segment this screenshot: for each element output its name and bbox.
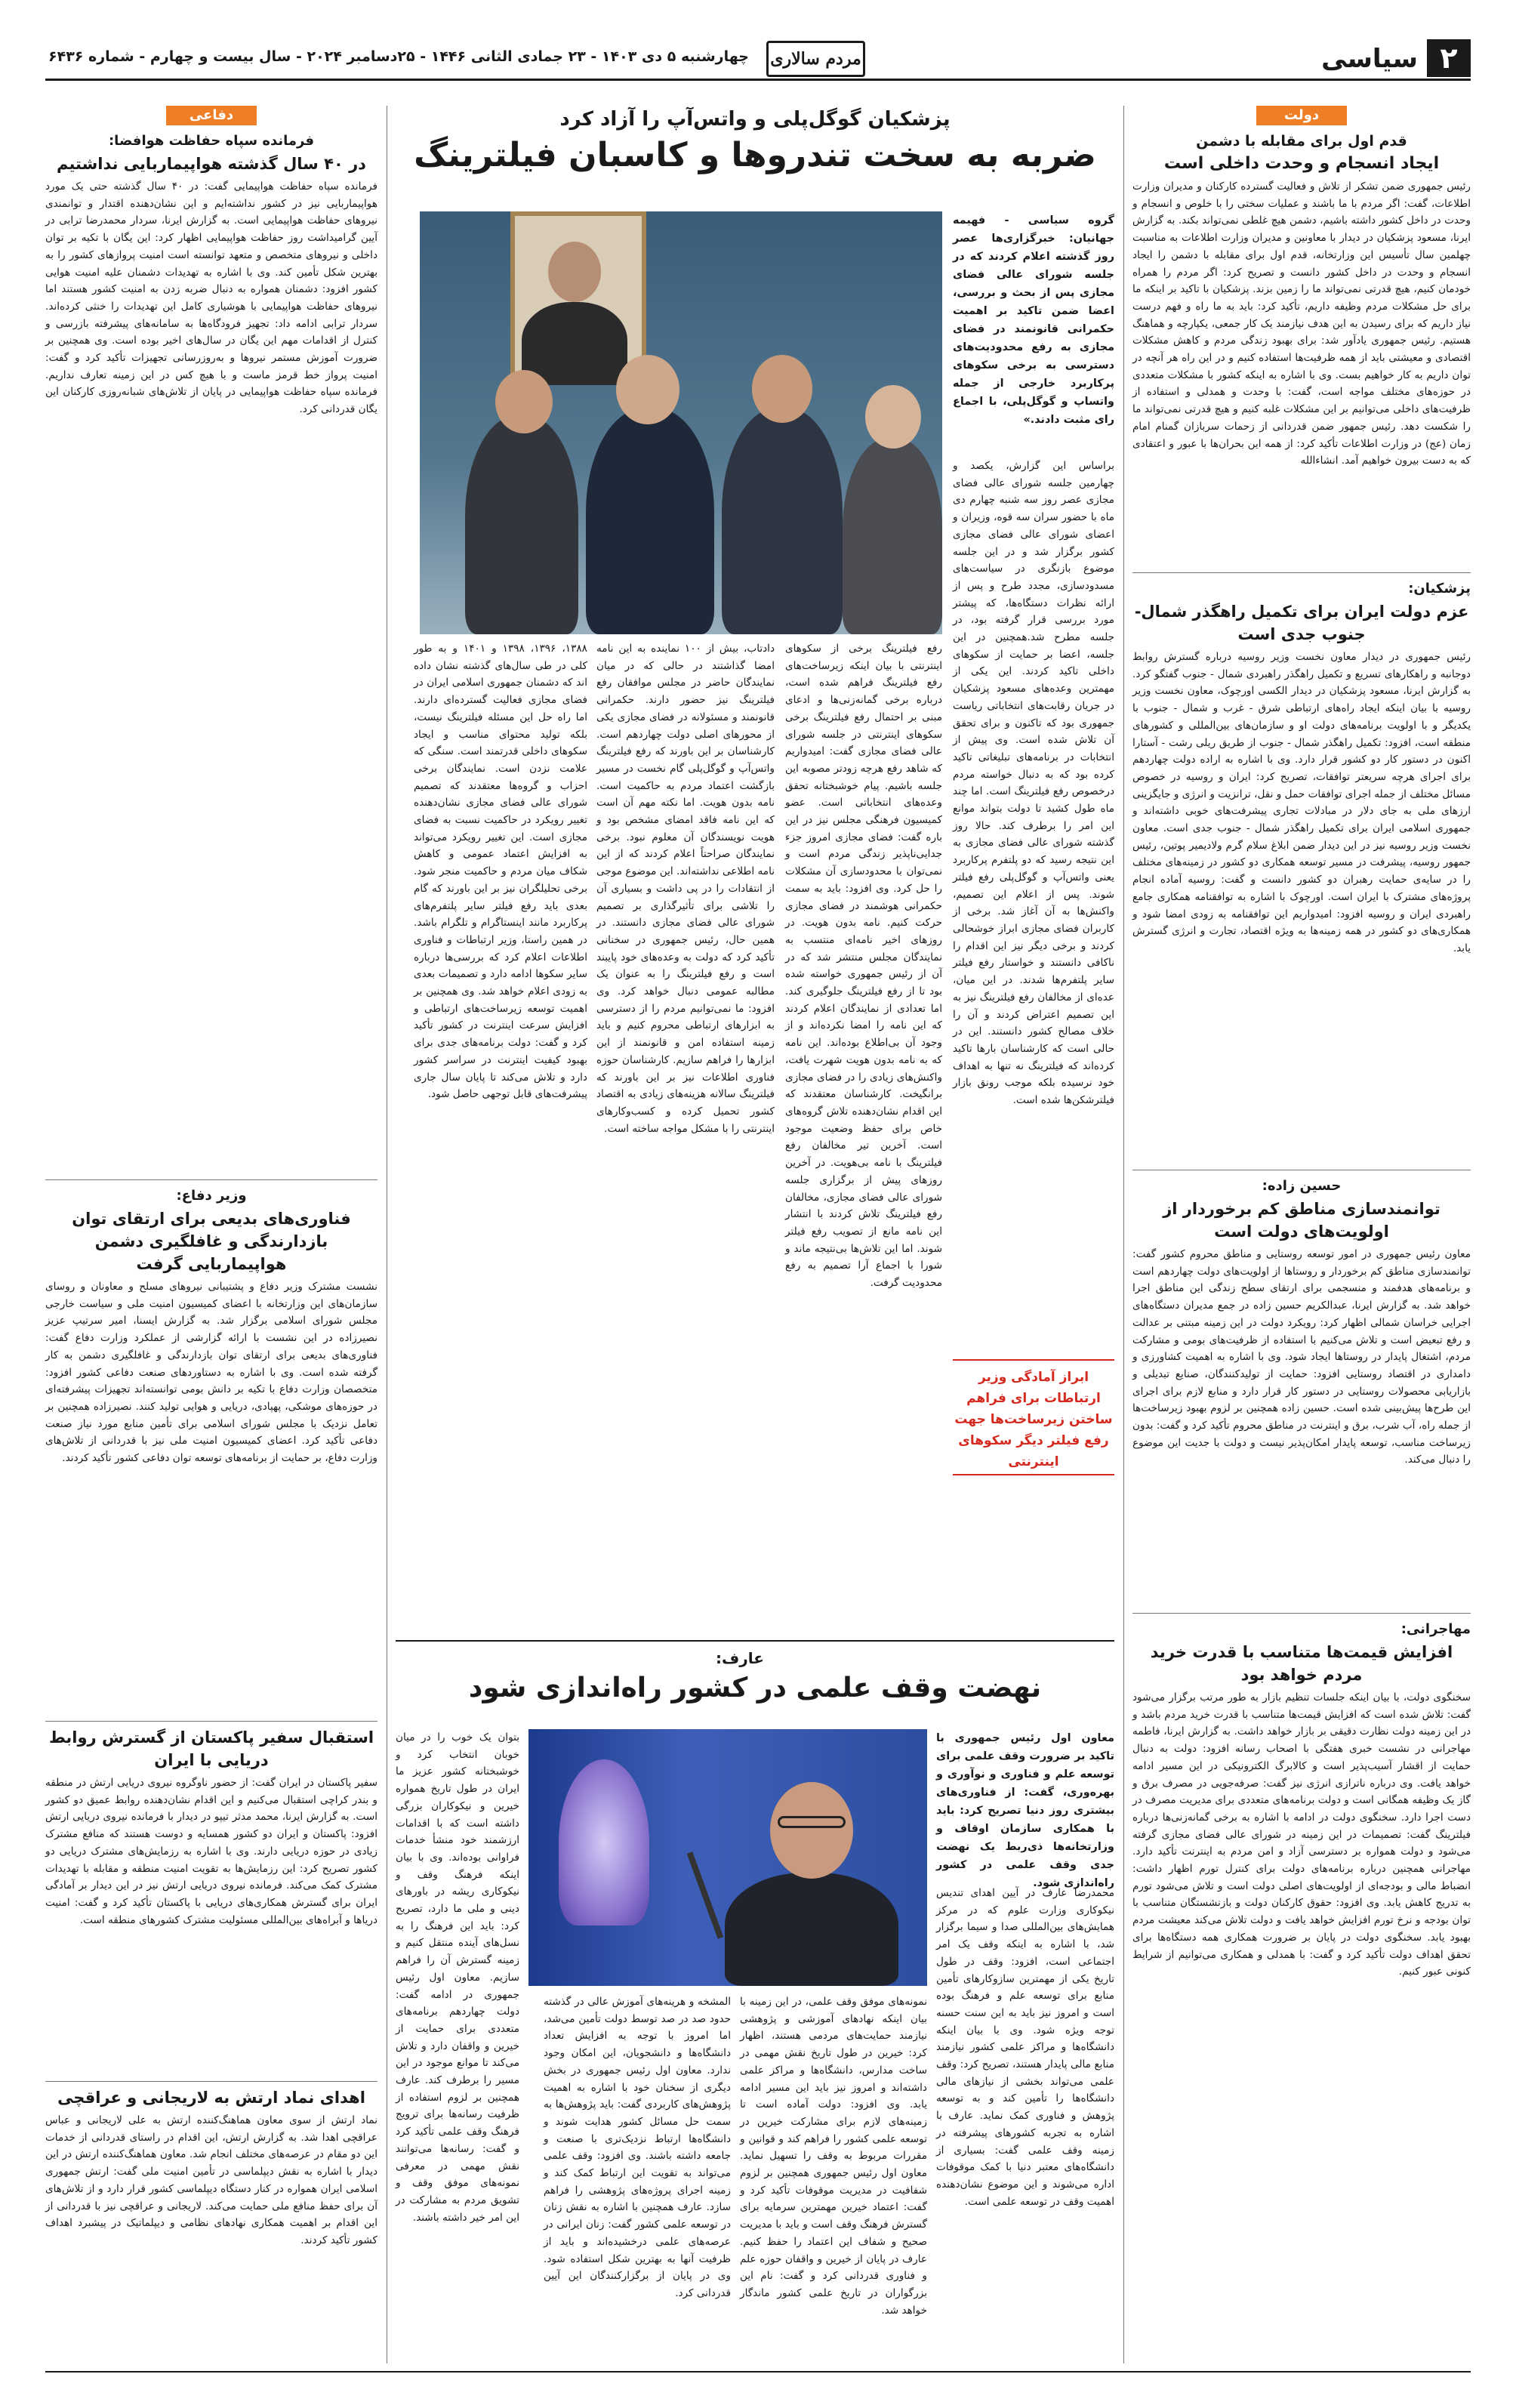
person-figure xyxy=(465,415,578,634)
divider xyxy=(45,2081,377,2082)
article-kicker: حسین زاده: xyxy=(1262,1178,1342,1194)
left-column xyxy=(45,106,377,2363)
science-story-photo xyxy=(528,1729,927,1986)
article-title: اهدای نماد ارتش به لاریجانی و عراقچی xyxy=(57,2089,365,2107)
article-body: نماد ارتش از سوی معاون هماهنگ‌کننده ارتش به علی لاریجانی و عباس عراقچی اهدا شد. به گزارش ارتش، این اقدام در راستای قدردانی از خدمات این دو مقام در عرصه‌های مختلف انجام شد. معاون هماهنگ‌کننده ارتش در این دیدار با اشاره به نقش دیپلماسی در تأمین امنیت ملی گفت: ارتش جمهوری اسلامی ایران همواره در کنار دستگاه دیپلماسی کشور قرار دارد و از تلاش‌های آن برای حفظ منافع ملی حمایت می‌کند. لاریجانی و عراقچی نیز با قدردانی از این اقدام بر اهمیت همکاری نهادهای نظامی و دیپلماتیک در پیشبرد اهداف کشور تأکید کردند. xyxy=(45,2114,377,2246)
article-body: نشست مشترک وزیر دفاع و پشتیبانی نیروهای مسلح و معاونان و روسای سازمان‌های این وزارتخانه با اعضای کمیسیون امنیت ملی و سیاست خارجی مجلس شورای اسلامی برگزار شد. به گزارش ایسنا، امیر سرتیپ عزیز نصیرزاده در این نشست با ارائه گزارشی از عملکرد وزارت دفاع گفت: فناوری‌های بدیعی برای ارتقای توان بازدارندگی و غافلگیری دشمن به کار گرفته شده است. وی با اشاره به دستاوردهای صنعت دفاعی کشور افزود: متخصصان وزارت دفاع با تکیه بر دانش بومی توانسته‌اند تجهیزات پیشرفته‌ای در حوزه‌های موشکی، پهپادی، دریایی و هوایی تولید کنند. نصیرزاده همچنین بر تعامل نزدیک با مجلس شورای اسلامی برای تأمین منابع مورد نیاز صنعت دفاعی تأکید کرد. اعضای کمیسیون امنیت ملی نیز با قدردانی از تلاش‌های وزارت دفاع، بر حمایت از برنامه‌های توسعه توان دفاعی کشور تأکید کردند. xyxy=(45,1281,377,1465)
article-body: فرمانده سپاه حفاظت هواپیمایی گفت: در ۴۰ سال گذشته حتی یک مورد هواپیماربایی نیز در کشور نداشته‌ایم و این نشان‌دهنده اقتدار و توانمندی نیروهای حفاظت هواپیمایی است. به گزارش ایرنا، سردار محمدرضا ترابی در آیین گرامیداشت روز حفاظت هواپیمایی اظهار کرد: این یگان با تکیه بر توان داخلی و نیروهای متخصص و متعهد توانسته است امنیت پروازهای کشور را به بهترین شکل تأمین کند. وی با اشاره به تهدیدات دشمنان علیه امنیت هوایی کشور افزود: دشمنان همواره به دنبال ضربه زدن به امنیت کشور هستند اما نیروهای حفاظت هواپیمایی با هوشیاری کامل این تهدیدات را خنثی کرده‌اند. سردار ترابی ادامه داد: تجهیز فرودگاه‌ها به سامانه‌های پیشرفته بازرسی و کنترل از اقدامات مهم این یگان در سال‌های اخیر بوده است. وی همچنین بر ضرورت آموزش مستمر نیروها و به‌روزرسانی تجهیزات تأکید کرد و گفت: امنیت پرواز خط قرمز ماست و با هیچ کس در این زمینه تعارف نداریم. فرمانده سپاه حفاظت هواپیمایی در پایان از تلاش‌های شبانه‌روزی کارکنان این یگان قدردانی کرد. xyxy=(45,180,377,416)
microphone-icon xyxy=(687,1851,724,1938)
main-story-column: رفع فیلترینگ برخی از سکوهای اینترنتی با بیان اینکه زیرساخت‌های رفع فیلترینگ فراهم شده است، درباره برخی گمانه‌زنی‌ها و ادعای مبنی بر احتمال رفع فیلترینگ برخی سکوهای اینترنتی در جلسه شورای عالی فضای مجازی گفت: امیدواریم که شاهد رفع هرچه زودتر مصوبه این جلسه باشیم. پیام خوشبختانه تحقق وعده‌های انتخاباتی است. عضو کمیسیون فرهنگی مجلس نیز در این باره گفت: فضای مجازی امروز جزء جدایی‌ناپذیر زندگی مردم است و نمی‌توان با محدودسازی آن مشکلات را حل کرد. وی افزود: باید به سمت حکمرانی هوشمند در فضای مجازی حرکت کنیم. نامه بدون هویت. در روزهای اخیر نامه‌ای منتسب به نمایندگان مجلس منتشر شد که در آن از رئیس جمهوری خواسته شده بود تا از رفع فیلترینگ جلوگیری کند. اما تعدادی از نمایندگان اعلام کردند که این نامه را امضا نکرده‌اند و از وجود آن بی‌اطلاع بوده‌اند. این نامه که به نامه بدون هویت شهرت یافت، واکنش‌های زیادی را در فضای مجازی برانگیخت. کارشناسان معتقدند که این اقدام نشان‌دهنده تلاش گروه‌های خاص برای حفظ وضعیت موجود است. آخرین تیر مخالفان رفع فیلترینگ با نامه بی‌هویت. در آخرین روزهای پیش از برگزاری جلسه شورای عالی فضای مجازی، مخالفان رفع فیلترینگ تلاش کردند با انتشار این نامه مانع از تصویب رفع فیلتر شوند. اما این تلاش‌ها بی‌نتیجه ماند و شورا با اجماع آرا تصمیم به رفع محدودیت گرفت. xyxy=(785,643,942,1290)
person-figure xyxy=(843,438,942,634)
article-body: رئیس جمهوری ضمن تشکر از تلاش و فعالیت گسترده کارکنان و مدیران وزارت اطلاعات، گفت: اگر مردم با ما باشند و عملیات سختی را با خلوص و انسجام و وحدت در داخل کشور داشته باشیم، دشمن هیچ غلطی نمی‌تواند بکند. به گزارش ایرنا، مسعود پزشکیان در دیدار با معاونین و مدیران وزارت اطلاعات به مناسبت چهلمین سال تأسیس این وزارتخانه، قدم اول برای مقابله با دشمن را ایجاد انسجام و وحدت در داخل کشور دانست و تصریح کرد: اگر مردم را همراه خودمان کنیم، هیچ قدرتی نمی‌تواند ما را زمین بزند. پزشکیان با تاکید بر اینکه ما برای حل مشکلات مردم وظیفه داریم، تأکید کرد: باید به ما راه و فهم درست نیاز داریم که برای رسیدن به این هدف نیازمند یک کار جمعی، یکپارچه و هماهنگ هستیم. رئیس جمهوری یادآور شد: برای بهبود زندگی مردم و کاهش مشکلات اقتصادی و معیشتی باید از همه ظرفیت‌ها استفاده کنیم و در این راه هر آنچه در توان داریم به کار خواهیم بست. وی با اشاره به اینکه کشور با مشکلات متعددی در حوزه‌های مختلف مواجه است، گفت: با وحدت و همدلی و استفاده از ظرفیت‌های داخلی می‌توانیم بر این مشکلات غلبه کنیم و هیچ قدرتی نمی‌تواند ما را شکست دهد. رئیس جمهور ضمن قدردانی از زحمات سربازان گمنام امام زمان (عج) در وزارت اطلاعات تأکید کرد: از همه این بحران‌ها با عبور و اعتقادی که به دست بیرون خواهیم آمد. انشاءالله xyxy=(1132,180,1471,467)
main-story-column: دادتاب، بیش از ۱۰۰ نماینده به این نامه امضا گذاشتند در حالی که در میان نمایندگان حاضر در مجلس موافقان رفع فیلترینگ نیز حضور دارند. حکمرانی قانونمند و مسئولانه در فضای مجازی یکی از محورهای اصلی دولت چهاردهم است. کارشناسان بر این باورند که رفع فیلترینگ واتس‌آپ و گوگل‌پلی گام نخست در مسیر بازگشت اعتماد مردم به حاکمیت است. نامه بدون هویت. اما نکته مهم آن است که این نامه فاقد امضای مشخص بود و هویت نویسندگان آن معلوم نبود. برخی نمایندگان صراحتاً اعلام کردند که از این نامه اطلاعی نداشته‌اند. این موضوع موجی از انتقادات را در پی داشت و بسیاری آن را تلاشی برای تأثیرگذاری بر تصمیم شورای عالی فضای مجازی دانستند. در همین حال، رئیس جمهوری در سخنانی تأکید کرد که دولت به وعده‌های خود پایبند است و رفع فیلترینگ را به عنوان یک مطالبه عمومی دنبال خواهد کرد. وی افزود: ما نمی‌توانیم مردم را از دسترسی به ابزارهای ارتباطی محروم کنیم و باید زمینه استفاده امن و قانونمند از این ابزارها را فراهم سازیم. کارشناسان حوزه فناوری اطلاعات نیز بر این باورند که فیلترینگ سالانه هزینه‌های زیادی به اقتصاد کشور تحمیل کرده و کسب‌وکارهای اینترنتی را با مشکل مواجه ساخته است. xyxy=(596,643,775,1135)
right-column xyxy=(1132,106,1471,2363)
main-story-column: ۱۳۸۸، ۱۳۹۶، ۱۳۹۸ و ۱۴۰۱ و به طور کلی در طی سال‌های گذشته نشان داده اند که دشمنان جمهوری اسلامی ایران در فضای مجازی فعالیت گسترده‌ای دارند. اما راه حل این مسئله فیلترینگ نیست، بلکه تولید محتوای مناسب و ایجاد سکوهای داخلی قدرتمند است. سنگی که علامت نزدن است. نمایندگان برخی احزاب و گروه‌ها معتقدند که تصمیم شورای عالی فضای مجازی نشان‌دهنده تغییر رویکرد در حاکمیت نسبت به فضای مجازی است. این تغییر رویکرد می‌تواند به افزایش اعتماد عمومی و کاهش شکاف میان مردم و حاکمیت منجر شود. برخی تحلیلگران نیز بر این باورند که گام بعدی باید رفع فیلتر سایر پلتفرم‌های پرکاربرد مانند اینستاگرام و تلگرام باشد. در همین راستا، وزیر ارتباطات و فناوری اطلاعات اعلام کرد که بررسی‌ها درباره سایر سکوها ادامه دارد و تصمیمات بعدی به زودی اعلام خواهد شد. وی همچنین بر اهمیت توسعه زیرساخت‌های ارتباطی و افزایش سرعت اینترنت در کشور تأکید کرد و گفت: دولت برنامه‌های جدی برای بهبود کیفیت اینترنت در سراسر کشور دارد و تلاش می‌کند تا پایان سال جاری پیشرفت‌های قابل توجهی حاصل شود. xyxy=(414,643,587,1101)
article-body: سفیر پاکستان در ایران گفت: از حضور ناوگروه نیروی دریایی ارتش در منطقه و بندر کراچی استقبال می‌کنیم و این اقدام نشان‌دهنده روابط عمیق دو کشور است. به گزارش ایرنا، محمد مدثر تیپو در دیدار با فرمانده نیروی دریایی ارتش افزود: پاکستان و ایران دو کشور همسایه و دوست هستند که منافع مشترک زیادی در حوزه دریایی دارند. وی با اشاره به رزمایش‌های مشترک دریایی دو کشور تصریح کرد: این رزمایش‌ها به تقویت امنیت منطقه و مقابله با تهدیدات مشترک کمک می‌کند. فرمانده نیروی دریایی ارتش نیز در این دیدار بر آمادگی ایران برای گسترش همکاری‌های دریایی با پاکستان تأکید کرد و گفت: امنیت دریاها و آبراه‌های بین‌المللی مسئولیت مشترک کشورهای منطقه است. xyxy=(45,1777,377,1926)
article-body: معاون رئیس جمهوری در امور توسعه روستایی و مناطق محروم کشور گفت: توانمندسازی مناطق کم برخوردار و روستاها از اولویت‌های دولت چهاردهم است و برنامه‌های هدفمند و منسجمی برای ارتقای سطح زندگی این مناطق اجرا خواهد شد. به گزارش ایرنا، عبدالکریم حسین زاده در جمع مدیران دستگاه‌های اجرایی خراسان شمالی اظهار کرد: رویکرد دولت در این زمینه مبتنی بر عدالت و رفع تبعیض است و تلاش می‌کنیم با استفاده از ظرفیت‌های بومی و مشارکت مردم، اشتغال پایدار در روستاها ایجاد شود. وی با اشاره به اهمیت کشاورزی و دامداری در اقتصاد روستایی افزود: حمایت از تولیدکنندگان، صنایع تبدیلی و بازاریابی محصولات روستایی در دستور کار قرار دارد و منابع لازم برای اجرای این طرح‌ها پیش‌بینی شده است. حسین زاده همچنین بر لزوم بهبود زیرساخت‌ها از جمله راه، آب شرب، برق و اینترنت در مناطق محروم تأکید کرد و گفت: بدون زیرساخت مناسب، توسعه پایدار امکان‌پذیر نیست و دولت با جدیت این موضوع را دنبال می‌کند. xyxy=(1132,1248,1471,1466)
article-title: عزم دولت ایران برای تکمیل راهگذر شمال-جنوب جدی است xyxy=(1134,603,1469,643)
person-head xyxy=(865,385,921,449)
story-divider xyxy=(396,1640,1114,1642)
column-rule xyxy=(1123,106,1124,2363)
section-name: سیاسی xyxy=(1321,44,1418,74)
article-kicker: مهاجرانی: xyxy=(1400,1621,1471,1637)
section-tag-government: دولت xyxy=(1256,106,1347,125)
pull-quote-box xyxy=(953,1359,1114,1475)
person-figure xyxy=(722,408,843,634)
article-title: ایجاد انسجام و وحدت داخلی است xyxy=(1163,154,1440,173)
article-body: رئیس جمهوری در دیدار معاون نخست وزیر روسیه درباره گسترش روابط دوجانبه و راهکارهای تسریع و تکمیل راهگذر راهبردی شمال - جنوب گفتگو کرد. به گزارش ایرنا، مسعود پزشکیان در دیدار الکسی اورچوک، معاون نخست وزیر روسیه با بیان اینکه ایجاد راه‌های ارتباطی شرق - غرب و شمال - جنوب با یکدیگر و با اولویت برنامه‌های دولت او و سازمان‌های بین‌المللی و کشورهای منطقه است، افزود: تکمیل راهگذر شمال - جنوب از طریق ریلی رشت - آستارا اکنون در دستور کار دو کشور قرار دارد. وی با اشاره به اراده دولت چهاردهم برای اجرای هرچه سریعتر توافقات، تصریح کرد: ایران و روسیه در خصوص مسائل مختلف از جمله اجرای توافقات حمل و نقل، ترانزیت و انرژی و جایگزینی ارزهای ملی به جای دلار در مبادلات تجاری پیشرفت‌های خوبی داشته‌اند و جمهوری اسلامی ایران برای تکمیل راهگذر شمال - جنوب جدی است. معاون نخست وزیر روسیه نیز در این دیدار ضمن ابلاغ سلام گرم ولادیمیر پوتین، رئیس جمهور روسیه، پیشرفت در مسیر توسعه همکاری دو کشور در زمینه‌های مختلف را در سایه‌ی حمایت رهبران دو کشور دانست و گفت: روسیه آماده انجام پروژه‌های مشترک با ایران است. اورچوک با اشاره به توافقنامه همکاری جامع راهبردی ایران و روسیه افزود: امیدواریم این توافقنامه به زودی امضا شود و همکاری‌های دو کشور در همه زمینه‌ها به ویژه اقتصاد، تجارت و انرژی گسترش یابد. xyxy=(1132,651,1471,954)
article-kicker: وزیر دفاع: xyxy=(176,1188,247,1204)
science-story xyxy=(396,1648,1114,1716)
science-column: المشخه و هرینه‌های آموزش عالی در گذشته حدود صد در صد توسط دولت تأمین می‌شد، اما امروز با توجه به افزایش تعداد دانشگاه‌ها و دانشجویان، این امکان وجود ندارد. معاون اول رئیس جمهوری در بخش دیگری از سخنان خود با اشاره به اهمیت پژوهش‌های کاربردی گفت: باید پژوهش‌ها به سمت حل مسائل کشور هدایت شوند و دانشگاه‌ها ارتباط نزدیک‌تری با صنعت و جامعه داشته باشند. وی افزود: وقف علمی می‌تواند به تقویت این ارتباط کمک کند و زمینه اجرای پروژه‌های پژوهشی را فراهم سازد. عارف همچنین با اشاره به نقش زنان در توسعه علمی کشور گفت: زنان ایرانی در عرصه‌های علمی درخشیده‌اند و باید از ظرفیت آنها به بهترین شکل استفاده شود. وی در پایان از برگزارکنندگان این آیین قدردانی کرد. xyxy=(544,1996,731,2299)
person-head xyxy=(616,355,679,424)
article-body: سخنگوی دولت، با بیان اینکه جلسات تنظیم بازار به طور مرتب برگزار می‌شود گفت: تلاش شده است که افزایش قیمت‌ها متناسب با قدرت خرید مردم باشد و در این زمینه دولت نظارت دقیقی بر بازار خواهد داشت. به گزارش ایرنا، فاطمه مهاجرانی در نشست خبری هفتگی با اصحاب رسانه افزود: دولت به دنبال حمایت از اقشار آسیب‌پذیر است و کالابرگ الکترونیکی در این مسیر ادامه خواهد یافت. وی درباره ناترازی انرژی نیز گفت: صرفه‌جویی در مصرف برق و گاز یک وظیفه همگانی است و دولت برنامه‌های متعددی برای مدیریت مصرف در دست اجرا دارد. سخنگوی دولت در ادامه با اشاره به برخی گمانه‌زنی‌ها درباره فیلترینگ گفت: تصمیمات در این زمینه در شورای عالی فضای مجازی گرفته می‌شود و دولت همواره بر دسترسی آزاد و امن مردم به اینترنت تأکید دارد. مهاجرانی همچنین درباره برنامه‌های دولت برای کنترل تورم اظهار داشت: انضباط مالی و بودجه‌ای از اولویت‌های اصلی دولت است و تلاش می‌شود تورم به تدریج کاهش یابد. وی افزود: حقوق کارکنان دولت و بازنشستگان متناسب با توان بودجه و نرخ تورم افزایش خواهد یافت و دولت تلاش می‌کند معیشت مردم بهبود یابد. سخنگوی دولت در پایان بر ضرورت همکاری همه دستگاه‌ها برای تحقق اهداف دولت تأکید کرد و گفت: با همدلی و همکاری می‌توانیم از شرایط کنونی عبور کنیم. xyxy=(1132,1691,1471,1978)
science-headline: نهضت وقف علمی در کشور راه‌اندازی شود xyxy=(468,1673,1042,1703)
article-kicker: قدم اول برای مقابله با دشمن xyxy=(1196,133,1407,150)
article-kicker: پزشکیان: xyxy=(1408,581,1471,597)
person-head xyxy=(752,355,812,423)
article-kicker: فرمانده سپاه حفاظت هوافضا: xyxy=(108,133,314,149)
glasses xyxy=(778,1816,846,1828)
page-number: ۲ xyxy=(1427,39,1471,77)
article-title: فناوری‌های بدیعی برای ارتقای توان بازدارندگی و غافلگیری دشمن هواپیماربایی گرفت xyxy=(72,1210,351,1273)
person-head xyxy=(495,370,553,433)
main-story-photo xyxy=(420,211,942,634)
science-column: محمدرضا عارف در آیین اهدای تندیس نیکوکاری وزارت علوم که در مرکز همایش‌های بین‌المللی صدا و سیما برگزار شد، با اشاره به اینکه وقف یک امر اجتماعی است، افزود: وقف در طول تاریخ یکی از مهمترین سازوکارهای تأمین منابع برای توسعه علم و فرهنگ بوده است و امروز نیز باید به این سنت حسنه توجه ویژه شود. وی با بیان اینکه دانشگاه‌ها و مراکز علمی کشور نیازمند منابع مالی پایدار هستند، تصریح کرد: وقف علمی می‌تواند بخشی از نیازهای مالی دانشگاه‌ها را تأمین کند و به توسعه پژوهش و فناوری کمک نماید. عارف با اشاره به تجربه کشورهای پیشرفته در زمینه وقف علمی گفت: بسیاری از دانشگاه‌های معتبر دنیا با کمک موقوفات اداره می‌شوند و این موضوع نشان‌دهنده اهمیت وقف در توسعه علمی است. xyxy=(936,1887,1114,2208)
science-column: بتوان یک خوب را در میان خوبان انتخاب کرد و خوشبختانه کشور عزیز ما ایران در طول تاریخ همواره خیرین و نیکوکاران بزرگی داشته است که با اقدامات ارزشمند خود منشأ خدمات فراوانی بوده‌اند. وی با بیان اینکه فرهنگ وقف و نیکوکاری ریشه در باورهای دینی و ملی ما دارد، تصریح کرد: باید این فرهنگ را به نسل‌های آینده منتقل کنیم و زمینه گسترش آن را فراهم سازیم. معاون اول رئیس جمهوری در ادامه گفت: دولت چهاردهم برنامه‌های متعددی برای حمایت از خیرین و واقفان دارد و تلاش می‌کند تا موانع موجود در این مسیر را برطرف کند. عارف همچنین بر لزوم استفاده از ظرفیت رسانه‌ها برای ترویج فرهنگ وقف علمی تأکید کرد و گفت: رسانه‌ها می‌توانند نقش مهمی در معرفی نمونه‌های موفق وقف و تشویق مردم به مشارکت در این امر خیر داشته باشند. xyxy=(396,1731,519,2224)
main-story-headline: ضربه به سخت تندروها و کاسبان فیلترینگ xyxy=(414,136,1096,174)
trophy-shape xyxy=(559,1759,649,1925)
article-title: در ۴۰ سال گذشته هواپیماربایی نداشتیم xyxy=(57,155,366,173)
main-story-lead: گروه سیاسی - فهیمه جهانیان: خبرگزاری‌ها عصر روز گذشته اعلام کردند که در جلسه شورای عالی فضای مجازی پس از بحث و بررسی، اعضا ضمن تاکید بر اهمیت حکمرانی قانونمند در فضای مجازی به رفع محدودیت‌های دسترسی به برخی سکوهای پرکاربرد خارجی از جمله واتساپ و گوگل‌پلی، با اجماع رای مثبت دادند.» xyxy=(953,214,1114,426)
divider xyxy=(45,1721,377,1722)
person-figure xyxy=(586,408,714,634)
divider xyxy=(1132,1613,1471,1614)
person-head xyxy=(548,242,601,302)
bottom-rule xyxy=(45,2371,1471,2373)
divider xyxy=(45,1179,377,1180)
main-story-kicker: پزشکیان گوگل‌پلی و واتس‌آپ را آزاد کرد xyxy=(559,108,951,131)
article-title: استقبال سفیر پاکستان از گسترش روابط دریایی با ایران xyxy=(48,1728,374,1769)
section-tag-defense: دفاعی xyxy=(166,106,257,125)
science-column: نمونه‌های موفق وقف علمی، در این زمینه با بیان اینکه نهادهای آموزشی و پژوهشی نیازمند حمایت‌های مردمی هستند، اظهار کرد: خیرین در طول تاریخ نقش مهمی در ساخت مدارس، دانشگاه‌ها و مراکز علمی داشته‌اند و امروز نیز باید این مسیر ادامه یابد. وی افزود: دولت آماده است تا زمینه‌های لازم برای مشارکت خیرین در توسعه علمی کشور را فراهم کند و قوانین و مقررات مربوط به وقف را تسهیل نماید. معاون اول رئیس جمهوری همچنین بر لزوم شفافیت در مدیریت موقوفات تأکید کرد و گفت: اعتماد خیرین مهمترین سرمایه برای گسترش فرهنگ وقف است و باید با مدیریت صحیح و شفاف این اعتماد را حفظ کنیم. عارف در پایان از خیرین و واقفان حوزه علم و فناوری قدردانی کرد و گفت: نام این بزرگواران در تاریخ علمی کشور ماندگار خواهد شد. xyxy=(740,1996,927,2317)
person-figure xyxy=(725,1873,898,1986)
pull-quote-text: ابراز آمادگی وزیر ارتباطات برای فراهم ساختن زیرساخت‌ها جهت رفع فیلتر دیگر سکوهای اینترنتی xyxy=(954,1370,1113,1469)
masthead xyxy=(45,39,1471,81)
article-title: افزایش قیمت‌ها متناسب با قدرت خرید مردم خواهد بود xyxy=(1150,1643,1453,1684)
science-kicker: عارف: xyxy=(716,1649,764,1667)
person-head xyxy=(770,1782,853,1879)
main-story-column: براساس این گزارش، یکصد و چهارمین جلسه شورای عالی فضای مجازی عصر روز سه شنبه چهارم دی ماه با حضور سران سه قوه، وزیران و اعضای شورای عالی فضای مجازی کشور برگزار شد و در این جلسه موضوع بازنگری در سیاست‌های مسدودسازی، مجدد طرح و پس از ارائه نظرات دستگاه‌ها، که پیشتر مورد بررسی قرار گرفته بود، در جلسه مطرح شد.همچنین در این جلسه، اعضا بر حمایت از سکوهای داخلی تاکید کردند. این یکی از مهمترین وعده‌های مسعود پزشکیان در جریان رقابت‌های انتخاباتی ریاست جمهوری بود که تاکنون و برای تحقق آن تلاش شده است. وی پیش از انتخابات در برنامه‌های تبلیغاتی تاکید کرده بود که به دنبال خواسته مردم درخصوص رفع فیلترینگ است. اما چند ماه طول کشید تا دولت بتواند موانع این امر را برطرف کند. حالا روز گذشته شورای عالی فضای مجازی به این نتیجه رسید که دو پلتفرم پرکاربرد یعنی واتس‌آپ و گوگل‌پلی رفع فیلتر شوند. پس از اعلام این تصمیم، واکنش‌ها به آن آغاز شد. برخی از کاربران فضای مجازی ابراز خوشحالی کردند و برخی دیگر نیز این اقدام را ناکافی دانستند و خواستار رفع فیلتر سایر پلتفرم‌ها شدند. در این میان، عده‌ای از مخالفان رفع فیلترینگ نیز به این تصمیم اعتراض کردند و آن را خلاف مصالح کشور دانستند. این در حالی است که کارشناسان بارها تاکید کرده‌اند که فیلترینگ نه تنها به اهداف خود نرسیده بلکه موجب رونق بازار فیلترشکن‌ها شده است. xyxy=(953,460,1114,1107)
issue-line: چهارشنبه ۵ دی ۱۴۰۳ - ۲۳ جمادی الثانی ۱۴۴۶ - ۲۵دسامبر ۲۰۲۴ - سال بیست و چهارم - شماره ۶۴۳۶ xyxy=(48,48,749,65)
science-lead: معاون اول رئیس جمهوری با تاکید بر ضرورت وقف علمی برای توسعه علم و فناوری و نوآوری و بهره‌وری، گفت: از فناوری‌های بیشتری روز دنیا تصریح کرد: باید با همکاری سازمان اوقاف و وزارتخانه‌ها ذی‌ربط یک نهضت جدی وقف علمی در کشور راه‌اندازی شود. xyxy=(936,1732,1114,1889)
divider xyxy=(1132,572,1471,573)
article-title: توانمندسازی مناطق کم برخوردار از اولویت‌های دولت است xyxy=(1163,1200,1441,1241)
newspaper-logo: مردم سالاری xyxy=(766,41,865,77)
person-figure xyxy=(522,302,627,385)
